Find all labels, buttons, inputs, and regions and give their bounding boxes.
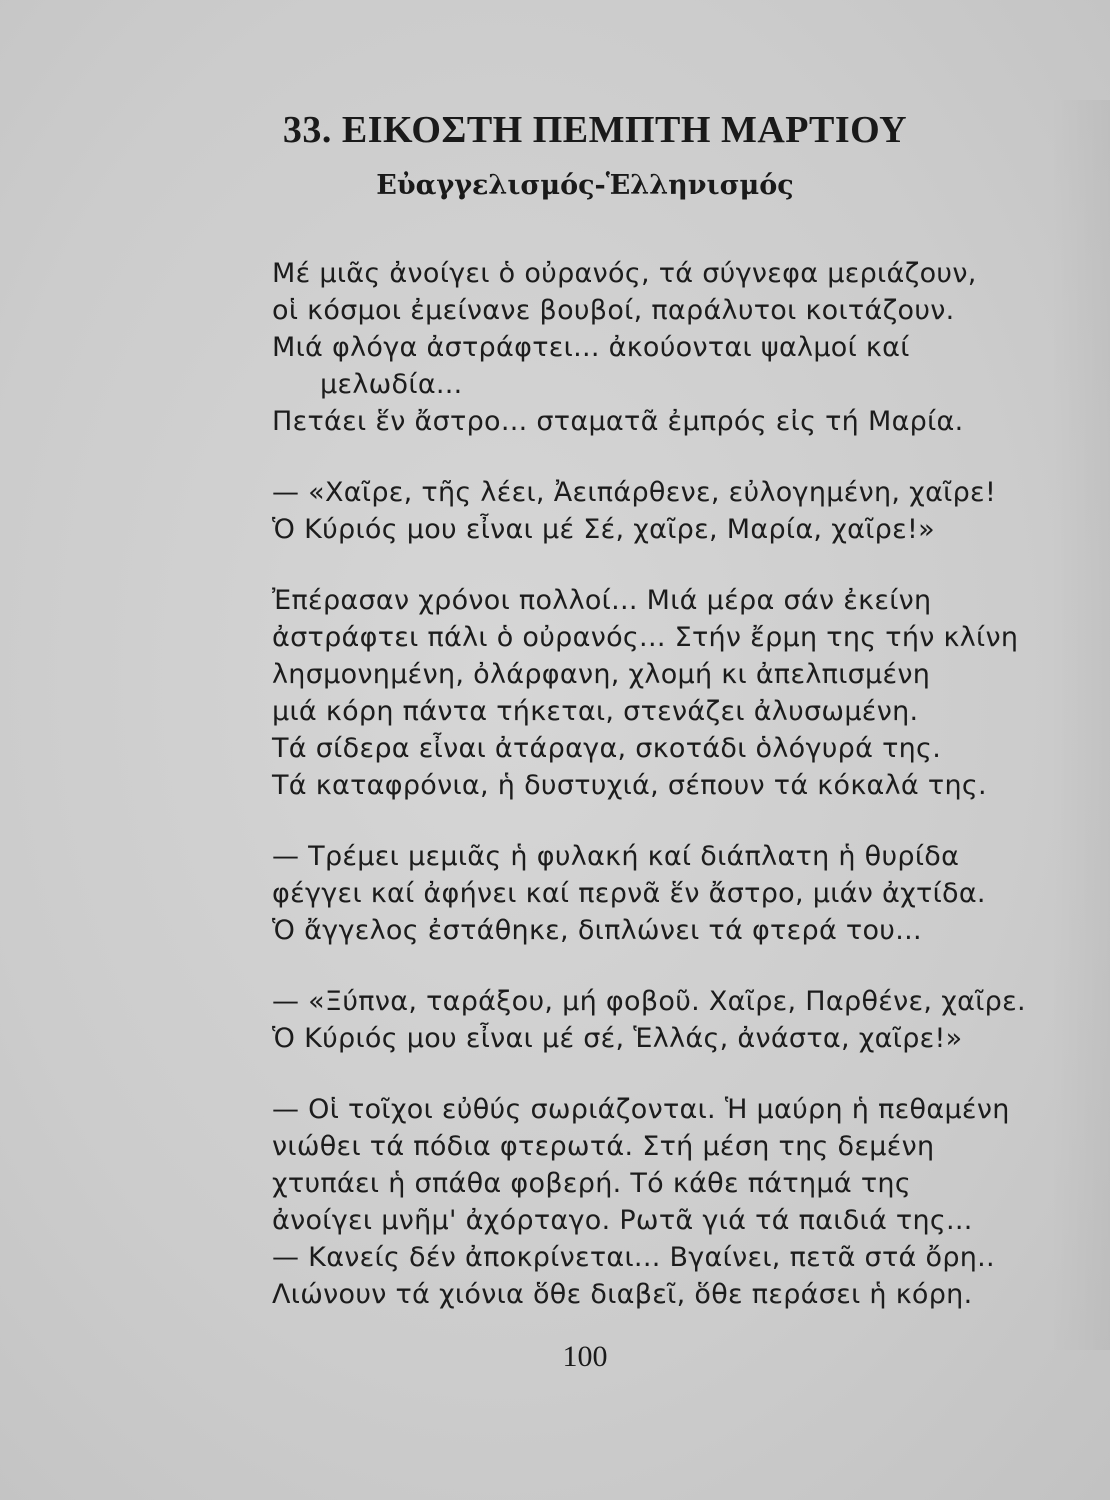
- poem-line: — Τρέμει μεμιᾶς ἡ φυλακή καί διάπλατη ἡ θυρίδα: [272, 841, 960, 872]
- poem-line: χτυπάει ἡ σπάθα φοβερή. Τό κάθε πάτημά της: [272, 1168, 911, 1199]
- poem-line: — «Ξύπνα, ταράξου, μή φοβοῦ. Χαῖρε, Παρθένε, χαῖρε.: [272, 986, 1026, 1017]
- poem-line: Πετάει ἕν ἄστρο... σταματᾶ ἐμπρός εἰς τή Μαρία.: [272, 406, 964, 437]
- poem-line: Λιώνουν τά χιόνια ὅθε διαβεῖ, ὅθε περάσει ἡ κόρη.: [272, 1279, 973, 1310]
- poem-line: — Οἱ τοῖχοι εὐθύς σωριάζονται. Ἡ μαύρη ἡ πεθαμένη: [272, 1094, 1010, 1125]
- stanza: [272, 474, 1092, 548]
- poem-line: Ὁ Κύριός μου εἶναι μέ σέ, Ἑλλάς, ἀνάστα, χαῖρε!»: [272, 1023, 963, 1054]
- stanza: [272, 983, 1092, 1057]
- poem-line: Ὁ Κύριός μου εἶναι μέ Σέ, χαῖρε, Μαρία, χαῖρε!»: [272, 514, 935, 545]
- poem-line: ἀστράφτει πάλι ὁ οὐρανός... Στήν ἔρμη της τήν κλίνη: [272, 622, 1019, 653]
- poem-line: μελωδία...: [320, 369, 463, 400]
- poem-line: οἱ κόσμοι ἐμείνανε βουβοί, παράλυτοι κοιτάζουν.: [272, 295, 955, 326]
- poem-line: ἀνοίγει μνῆμ' ἀχόρταγο. Ρωτᾶ γιά τά παιδιά της...: [272, 1205, 973, 1236]
- poem-line: νιώθει τά πόδια φτερωτά. Στή μέση της δεμένη: [272, 1131, 935, 1162]
- stanza: [272, 582, 1092, 804]
- poem-line: φέγγει καί ἀφήνει καί περνᾶ ἕν ἄστρο, μιάν ἀχτίδα.: [272, 878, 986, 909]
- poem-line: Τά σίδερα εἶναι ἀτάραγα, σκοτάδι ὁλόγυρά της.: [272, 733, 942, 764]
- poem-line: — Κανείς δέν ἀποκρίνεται... Βγαίνει, πετᾶ στά ὄρη..: [272, 1242, 995, 1273]
- stanza: [272, 255, 1092, 440]
- poem-line: Τά καταφρόνια, ἡ δυστυχιά, σέπουν τά κόκαλά της.: [272, 770, 987, 801]
- page-number: 100: [562, 1340, 608, 1373]
- poem-line: λησμονημένη, ὀλάρφανη, χλομή κι ἀπελπισμένη: [272, 659, 931, 690]
- poem-line: — «Χαῖρε, τῆς λέει, Ἀειπάρθενε, εὐλογημένη, χαῖρε!: [272, 477, 997, 508]
- stanza: [272, 838, 1092, 949]
- stanza: [272, 1091, 1092, 1313]
- poem-body: [272, 255, 1092, 1347]
- chapter-subtitle: Εὐαγγελισμός-Ἑλληνισμός: [376, 170, 794, 201]
- poem-line: Μιά φλόγα ἀστράφτει... ἀκούονται ψαλμοί καί: [272, 332, 910, 363]
- poem-line: μιά κόρη πάντα τήκεται, στενάζει ἀλυσωμένη.: [272, 696, 919, 727]
- poem-line: Μέ μιᾶς ἀνοίγει ὁ οὐρανός, τά σύγνεφα μεριάζουν,: [272, 258, 977, 289]
- chapter-title: 33. ΕΙΚΟΣΤΗ ΠΕΜΠΤΗ ΜΑΡΤΙΟΥ: [282, 109, 908, 151]
- poem-line: Ἐπέρασαν χρόνοι πολλοί... Μιά μέρα σάν ἐκείνη: [272, 585, 932, 616]
- poem-line: Ὁ ἄγγελος ἐστάθηκε, διπλώνει τά φτερά του...: [272, 915, 922, 946]
